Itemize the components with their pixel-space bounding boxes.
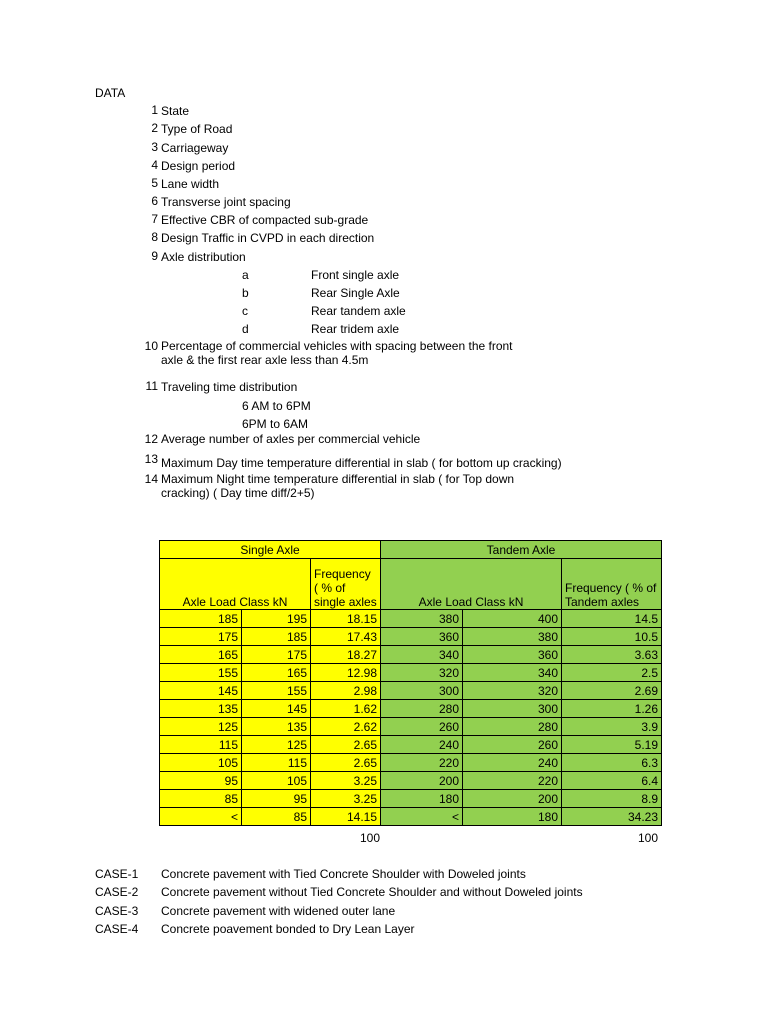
single-class-header: Axle Load Class kN	[160, 559, 311, 610]
single-class-lower: 135	[160, 700, 242, 718]
single-class-lower: 115	[160, 736, 242, 754]
table-row	[160, 754, 662, 772]
single-total: 100	[359, 831, 380, 845]
case-code: CASE-1	[95, 867, 139, 881]
tandem-class-upper: 220	[463, 772, 562, 790]
tandem-class-upper: 320	[463, 682, 562, 700]
item-label: Type of Road	[161, 122, 233, 136]
tandem-class-lower: 300	[381, 682, 463, 700]
single-class-upper: 85	[242, 808, 311, 826]
item-label: Maximum Night time temperature differential in slab ( for Top down	[161, 472, 515, 486]
item-number: 3	[151, 140, 158, 154]
tandem-class-upper: 240	[463, 754, 562, 772]
single-class-lower: 125	[160, 718, 242, 736]
item-label: Axle distribution	[161, 250, 246, 264]
single-class-upper: 115	[242, 754, 311, 772]
single-class-upper: 105	[242, 772, 311, 790]
tandem-frequency: 1.26	[562, 700, 662, 718]
single-class-upper: 125	[242, 736, 311, 754]
single-class-upper: 145	[242, 700, 311, 718]
table-row	[160, 790, 662, 808]
case-description: Concrete poavement bonded to Dry Lean Layer	[161, 922, 415, 936]
item-label: Percentage of commercial vehicles with spacing between the front	[161, 339, 513, 353]
single-class-lower: 165	[160, 646, 242, 664]
item-label: Design Traffic in CVPD in each direction	[161, 231, 375, 245]
item-number: 6	[151, 194, 158, 208]
axle-key: b	[242, 286, 249, 300]
single-class-lower: 95	[160, 772, 242, 790]
single-freq-header: Frequency ( % of single axles	[311, 559, 381, 610]
single-frequency: 12.98	[311, 664, 381, 682]
tandem-frequency: 3.9	[562, 718, 662, 736]
item-number: 7	[151, 212, 158, 226]
tandem-class-upper: 360	[463, 646, 562, 664]
tandem-frequency: 14.5	[562, 610, 662, 628]
table-row	[160, 808, 662, 826]
table-row	[160, 664, 662, 682]
tandem-class-upper: 400	[463, 610, 562, 628]
tandem-class-lower: 180	[381, 790, 463, 808]
axle-key: d	[242, 322, 249, 336]
tandem-frequency: 8.9	[562, 790, 662, 808]
table-row	[160, 628, 662, 646]
item-number: 4	[151, 158, 158, 172]
item-label: Effective CBR of compacted sub-grade	[161, 213, 369, 227]
single-frequency: 18.15	[311, 610, 381, 628]
single-class-lower: 155	[160, 664, 242, 682]
single-class-upper: 195	[242, 610, 311, 628]
tandem-freq-header: Frequency ( % of Tandem axles	[562, 559, 662, 610]
tandem-class-upper: 260	[463, 736, 562, 754]
item-number: 11	[145, 379, 158, 393]
item-number: 13	[144, 452, 158, 466]
tandem-class-lower: 240	[381, 736, 463, 754]
item-number: 5	[151, 176, 158, 190]
item-label: Carriageway	[161, 141, 229, 155]
single-frequency: 1.62	[311, 700, 381, 718]
case-code: CASE-4	[95, 922, 139, 936]
item-number: 14	[144, 472, 158, 486]
axle-key: c	[242, 304, 248, 318]
axle-label: Rear tridem axle	[311, 322, 400, 336]
single-class-lower: 145	[160, 682, 242, 700]
item-number: 12	[144, 432, 158, 446]
single-class-lower: 105	[160, 754, 242, 772]
single-frequency: 2.65	[311, 736, 381, 754]
item-number: 10	[144, 339, 158, 353]
tandem-class-lower: 220	[381, 754, 463, 772]
tandem-total: 100	[637, 831, 658, 845]
single-frequency: 2.65	[311, 754, 381, 772]
item-label: State	[161, 104, 190, 118]
tandem-class-lower: 380	[381, 610, 463, 628]
single-frequency: 17.43	[311, 628, 381, 646]
item-number: 8	[151, 230, 158, 244]
single-class-upper: 175	[242, 646, 311, 664]
single-class-upper: 165	[242, 664, 311, 682]
case-code: CASE-2	[95, 885, 139, 899]
axle-label: Rear tandem axle	[311, 304, 406, 318]
case-code: CASE-3	[95, 904, 139, 918]
tandem-frequency: 3.63	[562, 646, 662, 664]
tandem-class-header: Axle Load Class kN	[381, 559, 562, 610]
single-axle-title: Single Axle	[160, 541, 381, 559]
item-label: Design period	[161, 159, 236, 173]
table-row	[160, 736, 662, 754]
item-label: Maximum Day time temperature differential in slab ( for bottom up cracking)	[161, 456, 562, 470]
tandem-class-lower: <	[381, 808, 463, 826]
case-description: Concrete pavement with widened outer lane	[161, 904, 396, 918]
single-class-lower: 85	[160, 790, 242, 808]
axle-load-table	[159, 540, 662, 826]
single-class-lower: 185	[160, 610, 242, 628]
tandem-frequency: 2.69	[562, 682, 662, 700]
table-row	[160, 682, 662, 700]
tandem-class-upper: 340	[463, 664, 562, 682]
tandem-class-lower: 200	[381, 772, 463, 790]
tandem-class-lower: 360	[381, 628, 463, 646]
tandem-frequency: 2.5	[562, 664, 662, 682]
tandem-axle-title: Tandem Axle	[381, 541, 662, 559]
item-label: Lane width	[161, 177, 220, 191]
table-row	[160, 718, 662, 736]
single-frequency: 2.98	[311, 682, 381, 700]
axle-label: Rear Single Axle	[311, 286, 400, 300]
tandem-frequency: 5.19	[562, 736, 662, 754]
single-frequency: 3.25	[311, 790, 381, 808]
tandem-class-lower: 280	[381, 700, 463, 718]
tandem-class-lower: 320	[381, 664, 463, 682]
single-class-upper: 155	[242, 682, 311, 700]
item-label-cont: cracking) ( Day time diff/2+5)	[161, 486, 315, 500]
table-row	[160, 700, 662, 718]
time-slot: 6PM to 6AM	[242, 417, 309, 431]
item-number: 1	[151, 103, 158, 117]
item-label: Transverse joint spacing	[161, 195, 291, 209]
single-frequency: 3.25	[311, 772, 381, 790]
tandem-class-lower: 260	[381, 718, 463, 736]
axle-key: a	[242, 268, 249, 282]
single-class-lower: 175	[160, 628, 242, 646]
tandem-class-lower: 340	[381, 646, 463, 664]
single-frequency: 18.27	[311, 646, 381, 664]
table-row	[160, 646, 662, 664]
item-number: 9	[151, 249, 158, 263]
single-class-upper: 185	[242, 628, 311, 646]
tandem-frequency: 6.4	[562, 772, 662, 790]
tandem-class-upper: 200	[463, 790, 562, 808]
tandem-class-upper: 280	[463, 718, 562, 736]
single-class-upper: 95	[242, 790, 311, 808]
time-slot: 6 AM to 6PM	[242, 399, 311, 413]
tandem-frequency: 34.23	[562, 808, 662, 826]
tandem-frequency: 10.5	[562, 628, 662, 646]
item-label: Traveling time distribution	[161, 380, 298, 394]
data-heading: DATA	[95, 86, 126, 100]
table-row	[160, 610, 662, 628]
tandem-class-upper: 180	[463, 808, 562, 826]
table-row	[160, 772, 662, 790]
item-number: 2	[151, 121, 158, 135]
tandem-class-upper: 380	[463, 628, 562, 646]
axle-label: Front single axle	[311, 268, 400, 282]
single-frequency: 14.15	[311, 808, 381, 826]
tandem-frequency: 6.3	[562, 754, 662, 772]
case-description: Concrete pavement without Tied Concrete Shoulder and without Doweled joints	[161, 885, 583, 899]
case-description: Concrete pavement with Tied Concrete Shoulder with Doweled joints	[161, 867, 526, 881]
single-class-upper: 135	[242, 718, 311, 736]
single-class-lower: <	[160, 808, 242, 826]
tandem-class-upper: 300	[463, 700, 562, 718]
single-frequency: 2.62	[311, 718, 381, 736]
item-label: Average number of axles per commercial vehicle	[161, 432, 421, 446]
item-label-cont: axle & the first rear axle less than 4.5m	[161, 353, 369, 367]
